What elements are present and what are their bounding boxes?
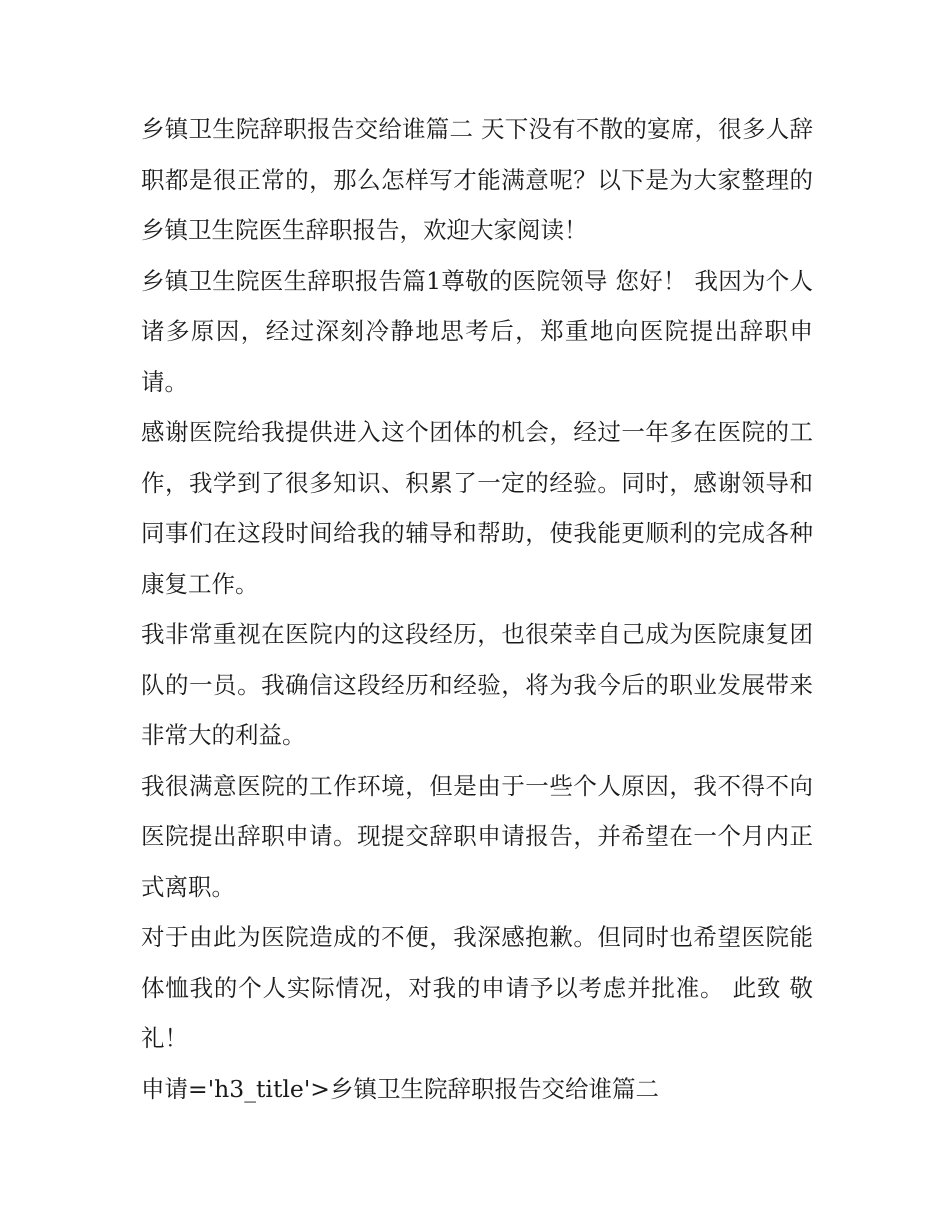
paragraph-intro: 乡镇卫生院辞职报告交给谁篇二 天下没有不散的宴席，很多人辞职都是很正常的，那么怎样写才能满意呢？以下是为大家整理的乡镇卫生院医生辞职报告，欢迎大家阅读！ <box>141 115 813 244</box>
paragraph-next-title: 申请='h3_title'>乡镇卫生院辞职报告交给谁篇二 <box>141 1074 659 1103</box>
paragraph-gratitude: 感谢医院给我提供进入这个团体的机会，经过一年多在医院的工作，我学到了很多知识、积累了一定的经验。同时，感谢领导和同事们在这段时间给我的辅导和帮助，使我能更顺利的完成各种康复工作。 <box>141 418 813 598</box>
paragraph-experience: 我非常重视在医院内的这段经历，也很荣幸自己成为医院康复团队的一员。我确信这段经历和经验，将为我今后的职业发展带来非常大的利益。 <box>141 620 813 749</box>
document-body <box>141 104 813 1114</box>
paragraph-reason: 我很满意医院的工作环境，但是由于一些个人原因，我不得不向医院提出辞职申请。现提交辞职申请报告，并希望在一个月内正式离职。 <box>141 771 813 901</box>
paragraph-salutation: 乡镇卫生院医生辞职报告篇1尊敬的医院领导 您好！ 我因为个人诸多原因，经过深刻冷静地思考后，郑重地向医院提出辞职申请。 <box>141 266 813 396</box>
paragraph-closing: 对于由此为医院造成的不便，我深感抱歉。但同时也希望医院能体恤我的个人实际情况，对我的申请予以考虑并批准。 此致 敬礼！ <box>141 923 813 1052</box>
